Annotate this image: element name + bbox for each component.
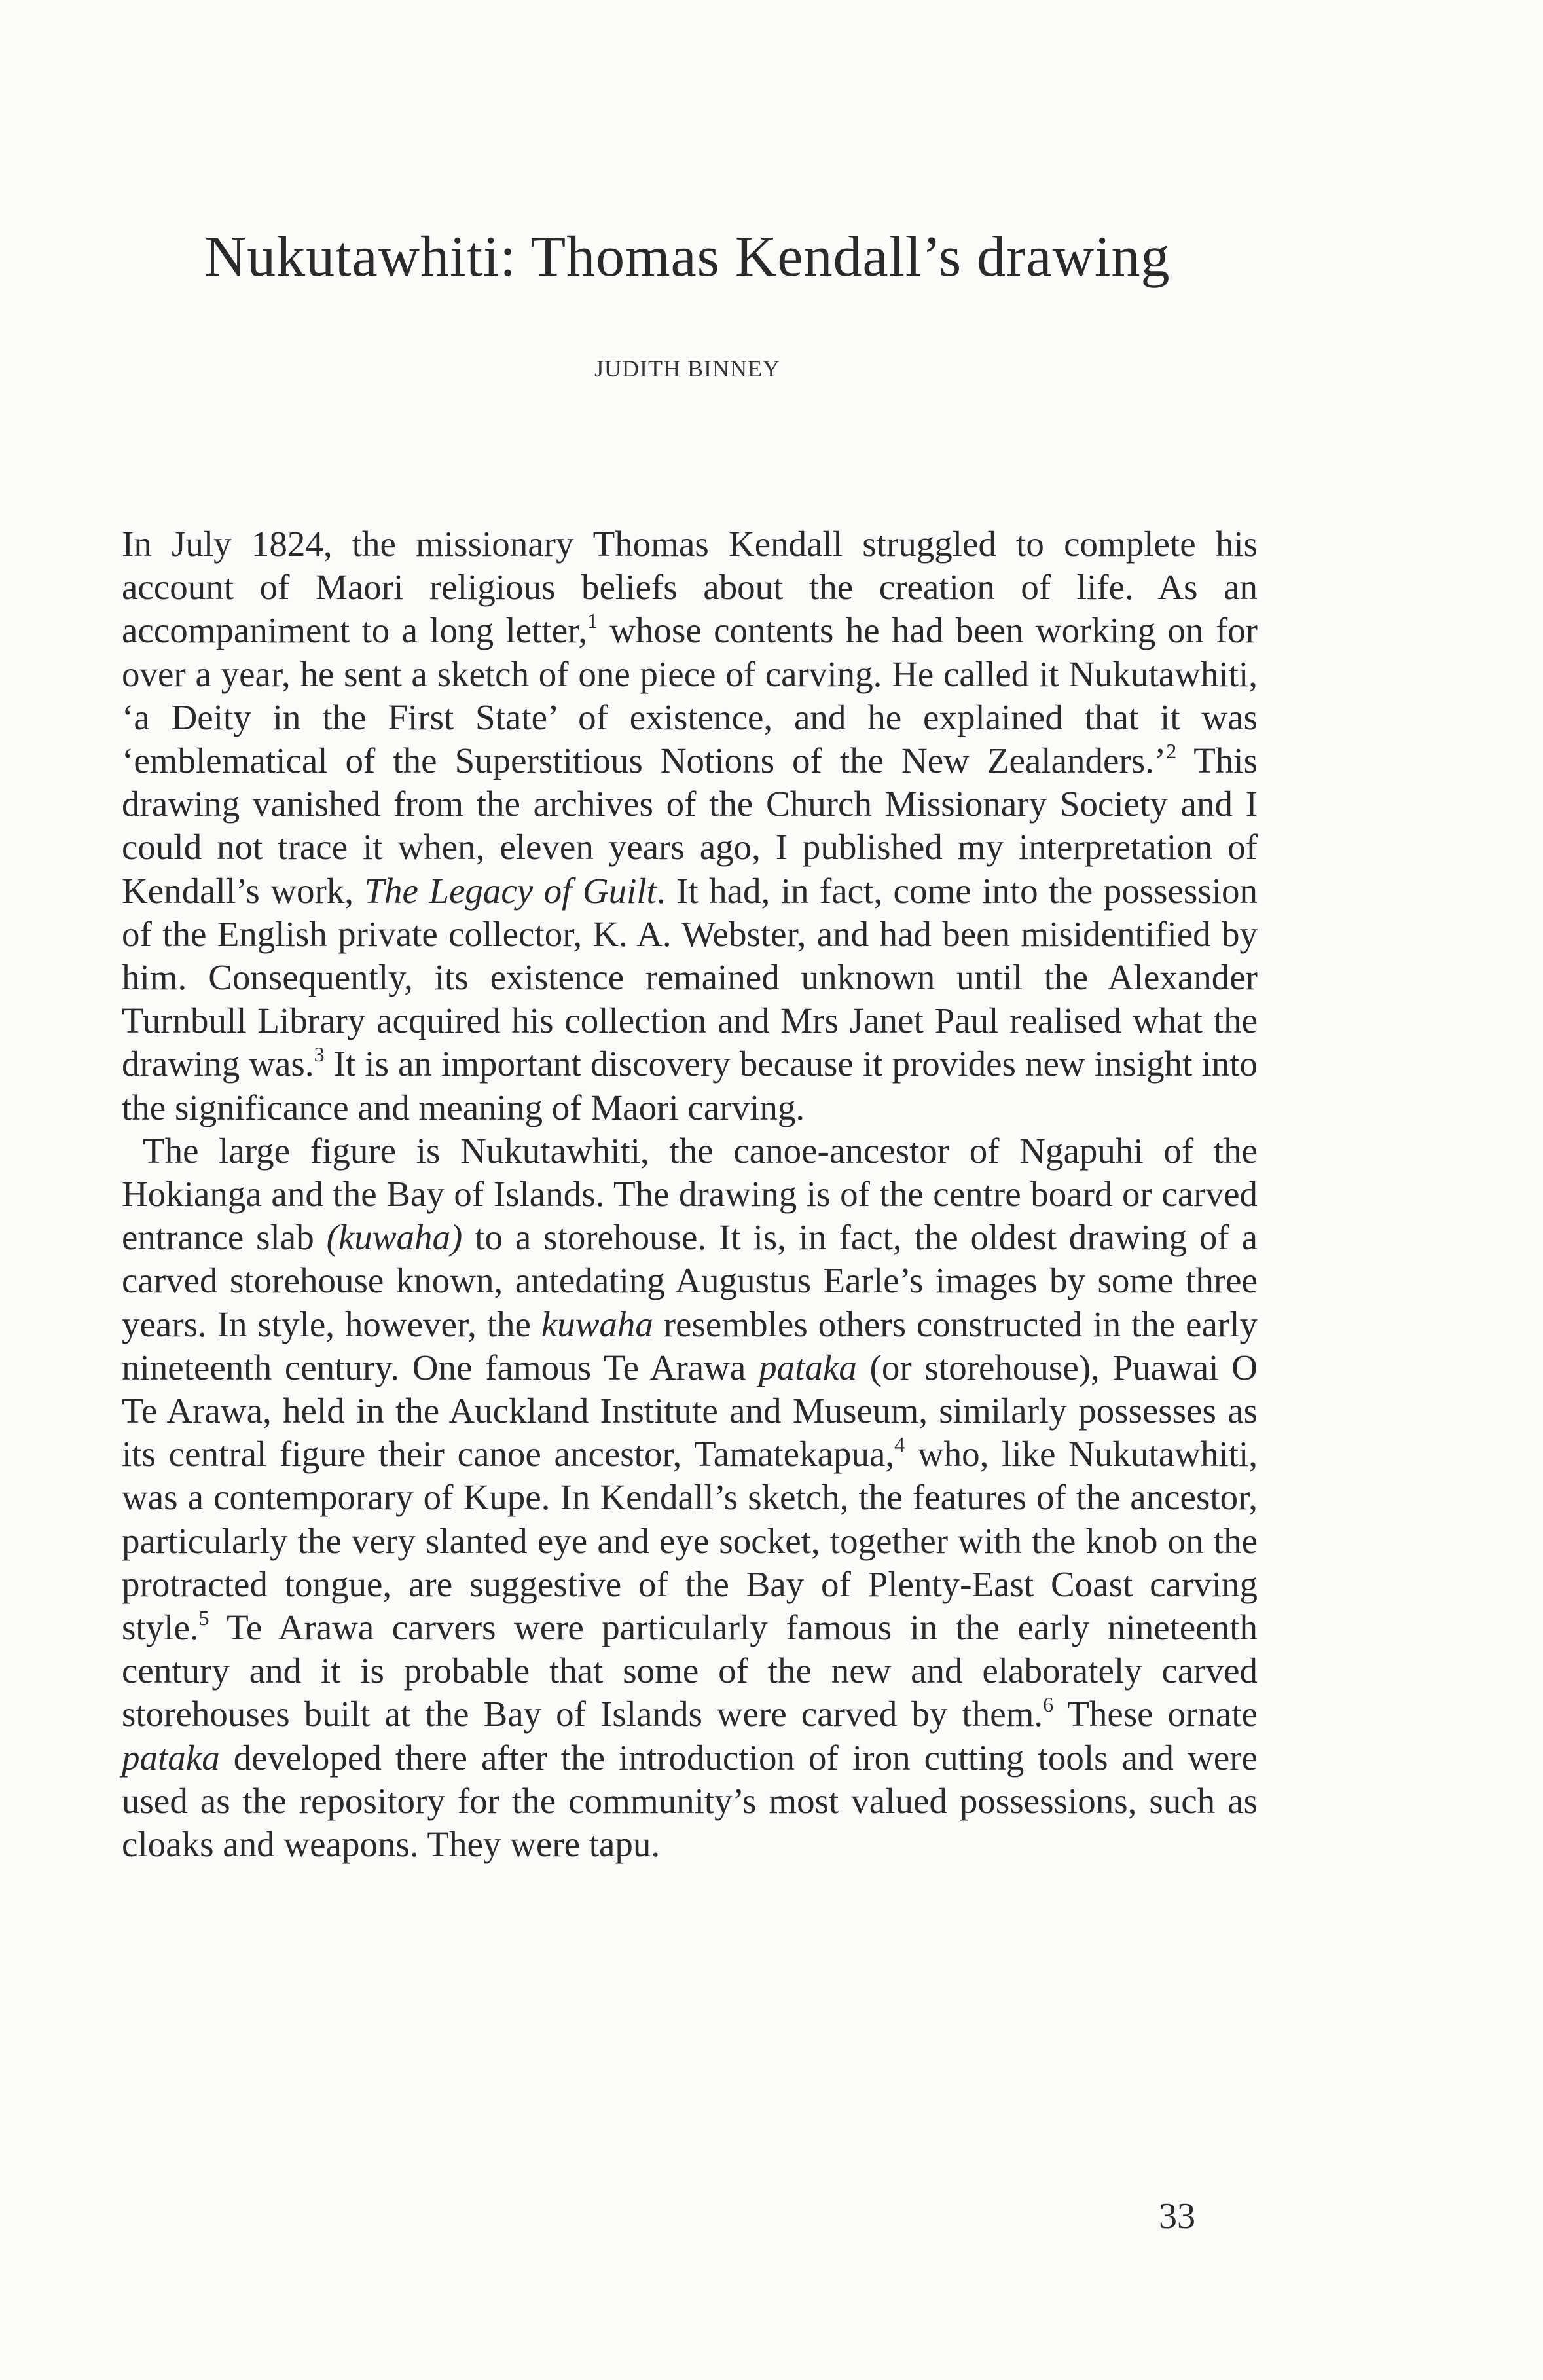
text-run: developed there after the introduction of iron cutting tools and were used as the repository for the community’s most valued possessions, such as cloaks and weapons. They were tapu. bbox=[122, 1737, 1258, 1865]
paragraph-1 bbox=[122, 522, 1258, 1129]
text-run: Te Arawa carvers were particularly famous in the early nineteenth century and it is probable that some of the new and elaborately carved storehouses built at the Bay of Islands were carved by them. bbox=[122, 1607, 1258, 1734]
text-run: This drawing vanished from the archives of the Church Missionary Society and I could not trace it when, eleven years ago, I published my interpretation of Kendall’s work, bbox=[122, 741, 1258, 911]
text-run: whose contents he had been working on for over a year, he sent a sketch of one piece of carving. He called it Nukutawhiti, ‘a Deity in the First State’ of existence, and he explained that it was ‘emblematical of the Superstitious Notions of the New Zealanders.’ bbox=[122, 610, 1258, 781]
article-body bbox=[122, 522, 1258, 1866]
text-run: (or storehouse), Puawai O Te Arawa, held in the Auckland Institute and Museum, similarly possesses as its central figure their canoe ancestor, Tamatekapua, bbox=[122, 1347, 1258, 1474]
text-run: The large figure is Nukutawhiti, the canoe-ancestor of Ngapuhi of the Hokianga and the Bay of Islands. The drawing is of the centre board or carved entrance slab bbox=[122, 1130, 1258, 1258]
page-number: 33 bbox=[1159, 2196, 1195, 2237]
text-run: It is an important discovery because it provides new insight into the significance and meaning of Maori carving. bbox=[122, 1044, 1258, 1127]
maori-term-italic: (kuwaha) bbox=[326, 1217, 463, 1258]
text-run: who, like Nukutawhiti, was a contemporary of Kupe. In Kendall’s sketch, the features of the ancestor, particularly the very slanted eye and eye socket, together with the knob on the protracted tongue, are suggestive of the Bay of Plenty-East Coast carving style. bbox=[122, 1434, 1258, 1648]
footnote-ref-3: 3 bbox=[314, 1042, 325, 1067]
text-run: . It had, in fact, come into the possession of the English private collector, K. A. Webster, and had been misidentified by him. Consequently, its existence remained unknown until the Alexander Turnbull Library acquired his collection and Mrs Janet Paul realised what the drawing was. bbox=[122, 870, 1258, 1084]
article-author: JUDITH BINNEY bbox=[594, 356, 780, 382]
text-run: to a storehouse. It is, in fact, the oldest drawing of a carved storehouse known, antedating Augustus Earle’s images by some three years. In style, however, the bbox=[122, 1217, 1258, 1344]
text-run: These ornate bbox=[1053, 1694, 1258, 1734]
footnote-ref-1: 1 bbox=[587, 609, 598, 633]
footnote-ref-2: 2 bbox=[1166, 739, 1177, 763]
footnote-ref-5: 5 bbox=[198, 1606, 209, 1630]
book-title-italic: The Legacy of Guilt bbox=[364, 870, 657, 911]
maori-term-italic: pataka bbox=[759, 1347, 857, 1387]
footnote-ref-4: 4 bbox=[894, 1433, 905, 1457]
text-run: resembles others constructed in the early nineteenth century. One famous Te Arawa bbox=[122, 1304, 1258, 1387]
text-run: In July 1824, the missionary Thomas Kendall struggled to complete his account of Maori religious beliefs about the creation of life. As an accompaniment to a long letter, bbox=[122, 524, 1258, 651]
maori-term-italic: kuwaha bbox=[541, 1304, 653, 1344]
paragraph-2 bbox=[122, 1129, 1258, 1866]
article-title: Nukutawhiti: Thomas Kendall’s drawing bbox=[204, 225, 1171, 289]
maori-term-italic: pataka bbox=[122, 1737, 220, 1778]
footnote-ref-6: 6 bbox=[1043, 1693, 1054, 1717]
